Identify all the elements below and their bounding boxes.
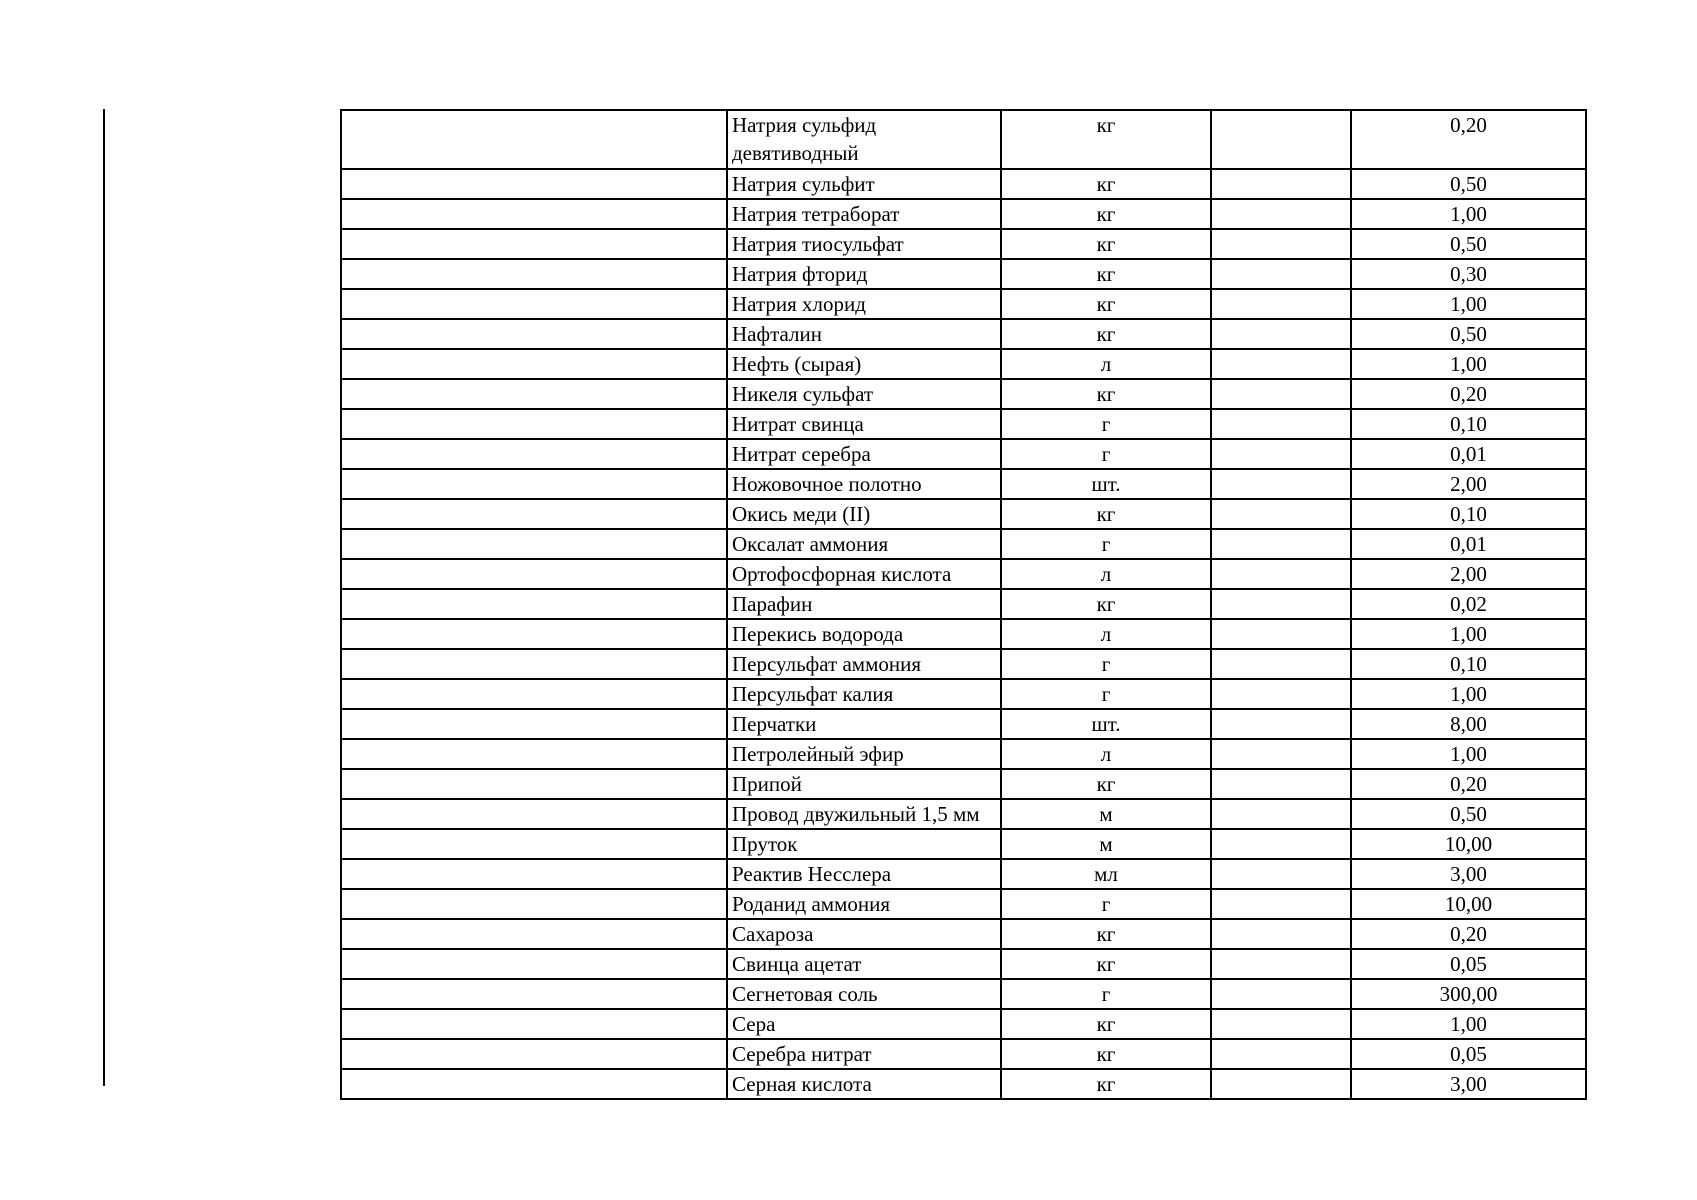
quantity-cell: 1,00 bbox=[1351, 739, 1586, 769]
empty-cell bbox=[341, 499, 727, 529]
quantity-cell: 0,05 bbox=[1351, 949, 1586, 979]
table-row bbox=[341, 1009, 1586, 1039]
empty-cell bbox=[1211, 319, 1351, 349]
material-name-cell: Сера bbox=[727, 1009, 1001, 1039]
table-row bbox=[341, 919, 1586, 949]
empty-cell bbox=[1211, 559, 1351, 589]
material-name-cell: Перекись водорода bbox=[727, 619, 1001, 649]
empty-cell bbox=[1211, 259, 1351, 289]
quantity-cell: 10,00 bbox=[1351, 829, 1586, 859]
table-row bbox=[341, 709, 1586, 739]
empty-cell bbox=[341, 229, 727, 259]
unit-cell: кг bbox=[1001, 199, 1211, 229]
table-row bbox=[341, 169, 1586, 199]
empty-cell bbox=[341, 979, 727, 1009]
quantity-cell: 10,00 bbox=[1351, 889, 1586, 919]
table-row bbox=[341, 229, 1586, 259]
material-name-cell: Натрия сульфид девятиводный bbox=[727, 110, 1001, 169]
quantity-cell: 0,01 bbox=[1351, 439, 1586, 469]
materials-table-body bbox=[341, 110, 1586, 1099]
unit-cell: мл bbox=[1001, 859, 1211, 889]
unit-cell: кг bbox=[1001, 949, 1211, 979]
empty-cell bbox=[1211, 409, 1351, 439]
empty-cell bbox=[1211, 589, 1351, 619]
empty-cell bbox=[1211, 979, 1351, 1009]
material-name-cell: Реактив Несслера bbox=[727, 859, 1001, 889]
material-name-cell: Петролейный эфир bbox=[727, 739, 1001, 769]
unit-cell: л bbox=[1001, 619, 1211, 649]
empty-cell bbox=[1211, 289, 1351, 319]
empty-cell bbox=[341, 349, 727, 379]
quantity-cell: 1,00 bbox=[1351, 679, 1586, 709]
empty-cell bbox=[1211, 439, 1351, 469]
empty-cell bbox=[1211, 949, 1351, 979]
quantity-cell: 0,20 bbox=[1351, 379, 1586, 409]
quantity-cell: 2,00 bbox=[1351, 559, 1586, 589]
table-row bbox=[341, 379, 1586, 409]
material-name-cell: Сегнетовая соль bbox=[727, 979, 1001, 1009]
empty-cell bbox=[341, 949, 727, 979]
table-row bbox=[341, 289, 1586, 319]
empty-cell bbox=[1211, 110, 1351, 169]
table-row bbox=[341, 619, 1586, 649]
unit-cell: г bbox=[1001, 979, 1211, 1009]
empty-cell bbox=[341, 529, 727, 559]
table-row bbox=[341, 1069, 1586, 1099]
empty-cell bbox=[341, 439, 727, 469]
table-row bbox=[341, 979, 1586, 1009]
empty-cell bbox=[1211, 799, 1351, 829]
empty-cell bbox=[341, 739, 727, 769]
empty-cell bbox=[1211, 829, 1351, 859]
unit-cell: г bbox=[1001, 529, 1211, 559]
quantity-cell: 3,00 bbox=[1351, 859, 1586, 889]
empty-cell bbox=[1211, 919, 1351, 949]
empty-cell bbox=[341, 889, 727, 919]
empty-cell bbox=[1211, 679, 1351, 709]
material-name-cell: Натрия фторид bbox=[727, 259, 1001, 289]
empty-cell bbox=[1211, 649, 1351, 679]
empty-cell bbox=[341, 199, 727, 229]
empty-cell bbox=[1211, 529, 1351, 559]
empty-cell bbox=[341, 829, 727, 859]
material-name-cell: Оксалат аммония bbox=[727, 529, 1001, 559]
unit-cell: кг bbox=[1001, 1039, 1211, 1069]
empty-cell bbox=[341, 409, 727, 439]
material-name-cell: Перчатки bbox=[727, 709, 1001, 739]
material-name-cell: Нитрат серебра bbox=[727, 439, 1001, 469]
empty-cell bbox=[341, 1069, 727, 1099]
unit-cell: кг bbox=[1001, 379, 1211, 409]
empty-cell bbox=[1211, 1009, 1351, 1039]
unit-cell: л bbox=[1001, 559, 1211, 589]
table-row bbox=[341, 949, 1586, 979]
empty-cell bbox=[1211, 379, 1351, 409]
empty-cell bbox=[1211, 709, 1351, 739]
material-name-cell: Натрия сульфит bbox=[727, 169, 1001, 199]
material-name-cell: Натрия хлорид bbox=[727, 289, 1001, 319]
empty-cell bbox=[341, 469, 727, 499]
quantity-cell: 0,10 bbox=[1351, 649, 1586, 679]
unit-cell: кг bbox=[1001, 769, 1211, 799]
unit-cell: л bbox=[1001, 739, 1211, 769]
unit-cell: кг bbox=[1001, 919, 1211, 949]
table-row bbox=[341, 649, 1586, 679]
unit-cell: м bbox=[1001, 829, 1211, 859]
quantity-cell: 1,00 bbox=[1351, 289, 1586, 319]
empty-cell bbox=[1211, 889, 1351, 919]
empty-cell bbox=[1211, 229, 1351, 259]
table-row bbox=[341, 589, 1586, 619]
quantity-cell: 0,01 bbox=[1351, 529, 1586, 559]
unit-cell: кг bbox=[1001, 499, 1211, 529]
material-name-cell: Персульфат аммония bbox=[727, 649, 1001, 679]
quantity-cell: 1,00 bbox=[1351, 619, 1586, 649]
left-margin-rule bbox=[103, 109, 105, 1086]
quantity-cell: 0,50 bbox=[1351, 229, 1586, 259]
material-name-cell: Окись меди (II) bbox=[727, 499, 1001, 529]
empty-cell bbox=[1211, 1039, 1351, 1069]
empty-cell bbox=[1211, 769, 1351, 799]
unit-cell: г bbox=[1001, 649, 1211, 679]
quantity-cell: 0,20 bbox=[1351, 919, 1586, 949]
unit-cell: кг bbox=[1001, 289, 1211, 319]
empty-cell bbox=[341, 1009, 727, 1039]
table-row bbox=[341, 739, 1586, 769]
table-row bbox=[341, 799, 1586, 829]
table-row bbox=[341, 259, 1586, 289]
unit-cell: г bbox=[1001, 889, 1211, 919]
empty-cell bbox=[1211, 619, 1351, 649]
unit-cell: кг bbox=[1001, 259, 1211, 289]
empty-cell bbox=[341, 649, 727, 679]
material-name-cell: Нафталин bbox=[727, 319, 1001, 349]
unit-cell: г bbox=[1001, 679, 1211, 709]
unit-cell: кг bbox=[1001, 319, 1211, 349]
empty-cell bbox=[1211, 739, 1351, 769]
table-row bbox=[341, 349, 1586, 379]
table-row bbox=[341, 889, 1586, 919]
unit-cell: кг bbox=[1001, 1009, 1211, 1039]
material-name-cell: Натрия тетраборат bbox=[727, 199, 1001, 229]
table-row bbox=[341, 469, 1586, 499]
quantity-cell: 2,00 bbox=[1351, 469, 1586, 499]
quantity-cell: 0,20 bbox=[1351, 110, 1586, 169]
empty-cell bbox=[341, 169, 727, 199]
empty-cell bbox=[341, 769, 727, 799]
empty-cell bbox=[341, 919, 727, 949]
quantity-cell: 300,00 bbox=[1351, 979, 1586, 1009]
material-name-cell: Парафин bbox=[727, 589, 1001, 619]
empty-cell bbox=[1211, 469, 1351, 499]
unit-cell: кг bbox=[1001, 110, 1211, 169]
empty-cell bbox=[1211, 349, 1351, 379]
empty-cell bbox=[341, 589, 727, 619]
material-name-cell: Никеля сульфат bbox=[727, 379, 1001, 409]
unit-cell: кг bbox=[1001, 589, 1211, 619]
table-row bbox=[341, 769, 1586, 799]
material-name-cell: Ортофосфорная кислота bbox=[727, 559, 1001, 589]
materials-table bbox=[340, 109, 1587, 1100]
material-name-cell: Нефть (сырая) bbox=[727, 349, 1001, 379]
unit-cell: шт. bbox=[1001, 709, 1211, 739]
table-row bbox=[341, 679, 1586, 709]
unit-cell: кг bbox=[1001, 1069, 1211, 1099]
material-name-cell: Серная кислота bbox=[727, 1069, 1001, 1099]
empty-cell bbox=[341, 1039, 727, 1069]
table-row bbox=[341, 529, 1586, 559]
quantity-cell: 0,50 bbox=[1351, 319, 1586, 349]
quantity-cell: 1,00 bbox=[1351, 199, 1586, 229]
unit-cell: кг bbox=[1001, 229, 1211, 259]
empty-cell bbox=[341, 319, 727, 349]
table-row bbox=[341, 829, 1586, 859]
material-name-cell: Провод двужильный 1,5 мм bbox=[727, 799, 1001, 829]
quantity-cell: 0,20 bbox=[1351, 769, 1586, 799]
empty-cell bbox=[341, 679, 727, 709]
material-name-cell: Серебра нитрат bbox=[727, 1039, 1001, 1069]
unit-cell: г bbox=[1001, 439, 1211, 469]
quantity-cell: 0,30 bbox=[1351, 259, 1586, 289]
table-row bbox=[341, 199, 1586, 229]
material-name-cell: Припой bbox=[727, 769, 1001, 799]
empty-cell bbox=[341, 619, 727, 649]
quantity-cell: 3,00 bbox=[1351, 1069, 1586, 1099]
empty-cell bbox=[1211, 499, 1351, 529]
quantity-cell: 1,00 bbox=[1351, 349, 1586, 379]
quantity-cell: 8,00 bbox=[1351, 709, 1586, 739]
unit-cell: кг bbox=[1001, 169, 1211, 199]
material-name-cell: Пруток bbox=[727, 829, 1001, 859]
empty-cell bbox=[1211, 199, 1351, 229]
empty-cell bbox=[341, 110, 727, 169]
table-row bbox=[341, 859, 1586, 889]
material-name-cell: Сахароза bbox=[727, 919, 1001, 949]
empty-cell bbox=[341, 379, 727, 409]
table-row bbox=[341, 409, 1586, 439]
table-row bbox=[341, 499, 1586, 529]
table-row bbox=[341, 319, 1586, 349]
table-row bbox=[341, 559, 1586, 589]
empty-cell bbox=[341, 859, 727, 889]
material-name-cell: Ножовочное полотно bbox=[727, 469, 1001, 499]
empty-cell bbox=[1211, 859, 1351, 889]
quantity-cell: 0,50 bbox=[1351, 799, 1586, 829]
empty-cell bbox=[1211, 169, 1351, 199]
empty-cell bbox=[341, 709, 727, 739]
quantity-cell: 0,02 bbox=[1351, 589, 1586, 619]
table-row bbox=[341, 439, 1586, 469]
empty-cell bbox=[1211, 1069, 1351, 1099]
unit-cell: л bbox=[1001, 349, 1211, 379]
material-name-cell: Роданид аммония bbox=[727, 889, 1001, 919]
table-row bbox=[341, 1039, 1586, 1069]
quantity-cell: 0,50 bbox=[1351, 169, 1586, 199]
material-name-cell: Натрия тиосульфат bbox=[727, 229, 1001, 259]
quantity-cell: 0,10 bbox=[1351, 499, 1586, 529]
empty-cell bbox=[341, 559, 727, 589]
empty-cell bbox=[341, 259, 727, 289]
table-row bbox=[341, 110, 1586, 169]
material-name-cell: Свинца ацетат bbox=[727, 949, 1001, 979]
quantity-cell: 0,10 bbox=[1351, 409, 1586, 439]
material-name-cell: Персульфат калия bbox=[727, 679, 1001, 709]
empty-cell bbox=[341, 289, 727, 319]
empty-cell bbox=[341, 799, 727, 829]
unit-cell: м bbox=[1001, 799, 1211, 829]
quantity-cell: 1,00 bbox=[1351, 1009, 1586, 1039]
quantity-cell: 0,05 bbox=[1351, 1039, 1586, 1069]
unit-cell: шт. bbox=[1001, 469, 1211, 499]
material-name-cell: Нитрат свинца bbox=[727, 409, 1001, 439]
unit-cell: г bbox=[1001, 409, 1211, 439]
